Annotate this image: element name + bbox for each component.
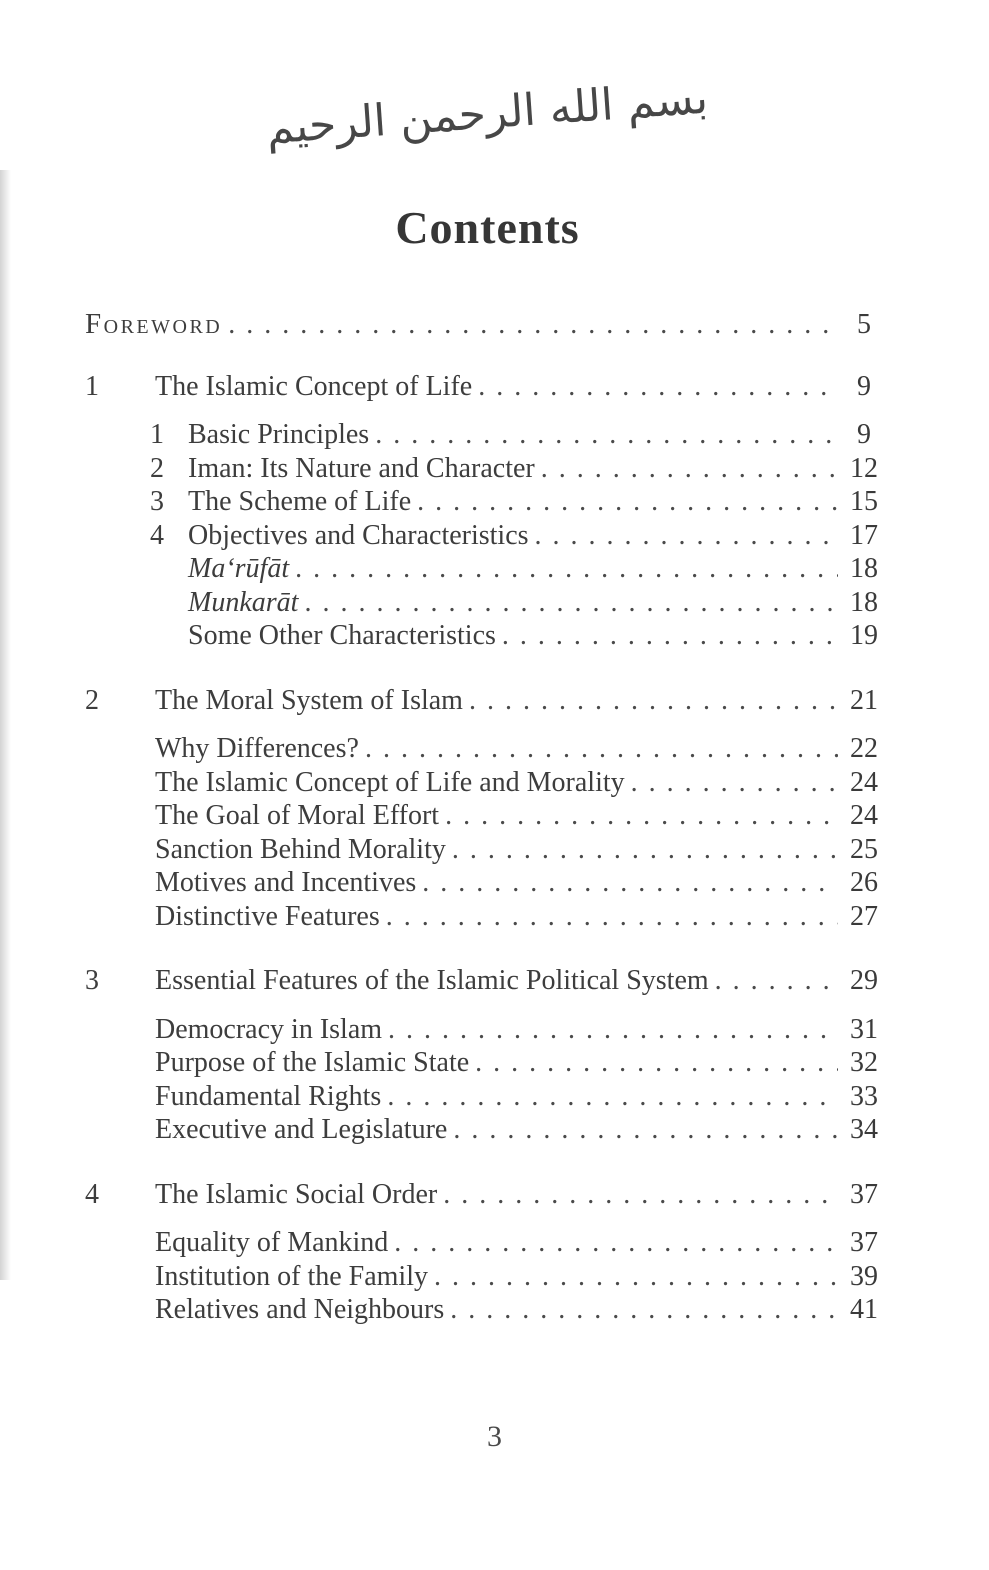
toc-entry: [85, 732, 890, 766]
dot-leader: [365, 732, 838, 766]
toc-entry-page: 12: [850, 452, 878, 484]
dot-leader: [453, 1113, 838, 1147]
dot-leader: [388, 1013, 838, 1047]
toc-entry-title: Executive and Legislature: [155, 1114, 448, 1145]
toc-entry-page: 37: [850, 1178, 878, 1210]
chapter-number: 3: [85, 965, 99, 996]
toc-entry-page: 19: [850, 620, 878, 651]
section-number: 4: [150, 519, 164, 551]
toc-entry-title: Democracy in Islam: [155, 1013, 383, 1045]
toc-entry-title: Some Other Characteristics: [188, 620, 496, 651]
dot-leader: [631, 766, 838, 800]
dot-leader: [228, 308, 838, 342]
toc-entry-title: Why Differences?: [155, 733, 359, 764]
section-number: 3: [150, 486, 164, 517]
dot-leader: [417, 485, 838, 519]
toc-entry: [85, 1260, 890, 1294]
bismillah-calligraphy-block: [85, 42, 890, 184]
dot-leader: [502, 619, 838, 653]
toc-chapter: [85, 370, 890, 404]
dot-leader: [386, 900, 838, 934]
toc-entry: [85, 1080, 890, 1114]
toc-entry-title: Ma‘rūfāt: [188, 553, 290, 584]
dot-leader: [304, 586, 838, 620]
toc-entry-title: Relatives and Neighbours: [155, 1294, 445, 1325]
toc-entry: [85, 866, 890, 900]
toc-entry-page: 26: [850, 867, 878, 898]
page-title: Contents: [395, 202, 580, 253]
dot-leader: [434, 1260, 838, 1294]
dot-leader: [295, 552, 838, 586]
dot-leader: [541, 452, 838, 486]
toc-entry-page: 18: [850, 586, 878, 618]
toc-chapter: [85, 964, 890, 998]
toc-entry: [85, 1046, 890, 1080]
bismillah-calligraphy: بسم الله الرحمن الرحيم: [265, 72, 710, 154]
toc-entry-title: Sanction Behind Morality: [155, 833, 446, 865]
dot-leader: [715, 964, 838, 998]
toc-entry-page: 39: [850, 1260, 878, 1292]
toc-entry: [85, 552, 890, 586]
toc-entry-page: 34: [850, 1114, 878, 1145]
toc-entry: [85, 833, 890, 867]
toc-entry-page: 21: [850, 684, 878, 716]
toc-entry: [85, 619, 890, 653]
section-number: 2: [150, 452, 164, 484]
toc-entry: [85, 452, 890, 486]
dot-leader: [445, 799, 838, 833]
toc-entry: [85, 900, 890, 934]
section-number: 1: [150, 419, 164, 450]
toc-entry-title: The Goal of Moral Effort: [155, 800, 440, 831]
dot-leader: [394, 1226, 838, 1260]
toc-entry-page: 18: [850, 553, 878, 584]
dot-leader: [535, 519, 838, 553]
toc-entry-page: 22: [850, 733, 878, 764]
toc-entry-page: 17: [850, 519, 878, 551]
toc-entry-page: 9: [857, 419, 871, 450]
toc-entry-title: The Scheme of Life: [188, 486, 412, 517]
toc-entry-page: 9: [857, 370, 871, 402]
toc-entry: [85, 485, 890, 519]
dot-leader: [375, 418, 838, 452]
dot-leader: [422, 866, 838, 900]
toc-chapter: [85, 1178, 890, 1212]
chapter-title: The Moral System of Islam: [155, 684, 463, 716]
toc-entry-foreword: [85, 308, 890, 342]
chapter-number: 4: [85, 1178, 99, 1210]
toc-entry-title: Foreword: [85, 308, 223, 340]
chapter-title: The Islamic Social Order: [155, 1178, 438, 1210]
toc-entry: [85, 1293, 890, 1327]
dot-leader: [452, 833, 838, 867]
toc-entry-title: Purpose of the Islamic State: [155, 1047, 470, 1078]
toc-entry-title: Institution of the Family: [155, 1260, 428, 1292]
toc-entry-title: Fundamental Rights: [155, 1080, 382, 1112]
dot-leader: [450, 1293, 838, 1327]
toc-entry: [85, 799, 890, 833]
toc-entry-page: 29: [850, 965, 878, 996]
toc-entry: [85, 1113, 890, 1147]
chapter-number: 1: [85, 370, 99, 402]
toc-entry-page: 24: [850, 800, 878, 831]
toc-entry-title: Distinctive Features: [155, 900, 380, 932]
toc-entry-page: 32: [850, 1047, 878, 1078]
chapter-title: Essential Features of the Islamic Political System: [155, 965, 709, 996]
toc-entry-title: Equality of Mankind: [155, 1227, 389, 1258]
dot-leader: [475, 1046, 838, 1080]
toc-entry-page: 27: [850, 900, 878, 932]
dot-leader: [443, 1178, 838, 1212]
toc-entry: [85, 586, 890, 620]
toc-entry-page: 41: [850, 1294, 878, 1325]
toc-entry-title: The Islamic Concept of Life and Morality: [155, 766, 625, 798]
chapter-number: 2: [85, 684, 99, 716]
toc-entry-title: Objectives and Characteristics: [188, 519, 529, 551]
folio-page-number: 3: [487, 1420, 502, 1453]
toc-entry-title: Basic Principles: [188, 419, 370, 450]
toc-entry: [85, 766, 890, 800]
dot-leader: [387, 1080, 838, 1114]
table-of-contents: [85, 308, 890, 1327]
toc-entry: [85, 1013, 890, 1047]
toc-entry-page: 37: [850, 1227, 878, 1258]
toc-entry-page: 33: [850, 1080, 878, 1112]
toc-entry-page: 5: [857, 309, 871, 340]
toc-chapter: [85, 684, 890, 718]
toc-entry-page: 24: [850, 766, 878, 798]
toc-entry-title: Munkarāt: [188, 586, 299, 618]
toc-entry-page: 15: [850, 486, 878, 517]
dot-leader: [478, 370, 838, 404]
toc-entry-page: 25: [850, 833, 878, 865]
toc-entry-page: 31: [850, 1013, 878, 1045]
toc-entry: [85, 519, 890, 553]
chapter-title: The Islamic Concept of Life: [155, 370, 473, 402]
toc-entry-title: Iman: Its Nature and Character: [188, 452, 535, 484]
toc-entry: [85, 418, 890, 452]
toc-entry: [85, 1226, 890, 1260]
dot-leader: [469, 684, 838, 718]
toc-entry-title: Motives and Incentives: [155, 867, 417, 898]
